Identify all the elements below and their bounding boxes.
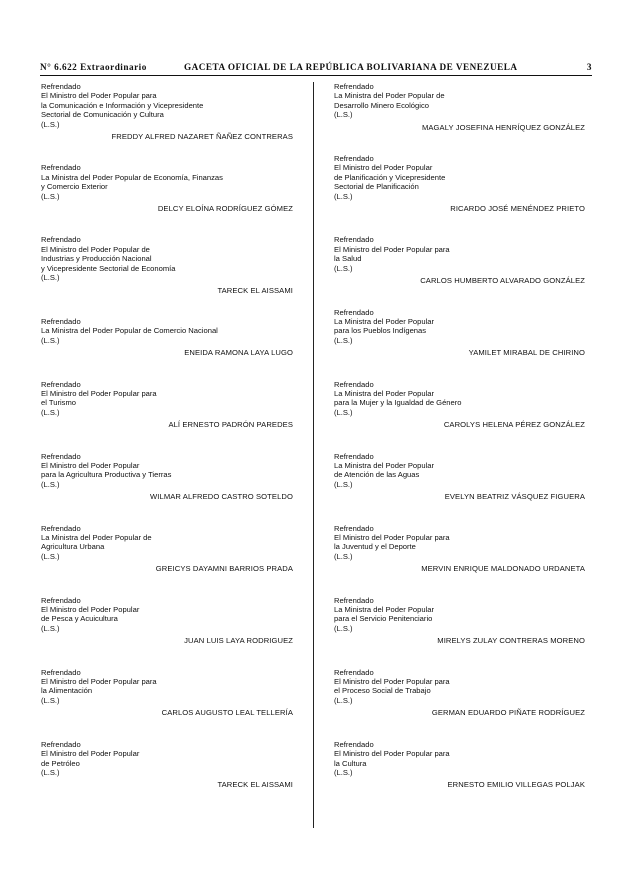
endorsement-label: Refrendado xyxy=(334,82,374,91)
ministry-title-line: Agricultura Urbana xyxy=(41,542,105,552)
ministry-title-line: La Ministra del Poder Popular xyxy=(334,316,435,326)
seal-mark: (L.S.) xyxy=(41,551,60,561)
endorsement-label: Refrendado xyxy=(334,154,374,164)
seal-mark: (L.S.) xyxy=(334,110,353,120)
seal-mark: (L.S.) xyxy=(334,479,353,489)
seal-mark: (L.S.) xyxy=(334,623,353,633)
signatory-name: CAROLYS HELENA PÉREZ GONZÁLEZ xyxy=(443,420,585,430)
signatory-name: MIRELYS ZULAY CONTRERAS MORENO xyxy=(437,636,585,646)
endorsement-label: Refrendado xyxy=(334,451,374,461)
ministry-title-line: para los Pueblos Indígenas xyxy=(334,326,427,336)
endorsement-entry xyxy=(41,596,293,646)
gazette-title: GACETA OFICIAL DE LA REPÚBLICA BOLIVARIANA DE VENEZUELA xyxy=(184,62,518,72)
ministry-title-line: El Ministro del Poder Popular para xyxy=(334,677,450,687)
endorsement-label: Refrendado xyxy=(334,379,374,389)
endorsement-entry xyxy=(334,452,585,502)
endorsement-label: Refrendado xyxy=(41,235,81,245)
right-column xyxy=(334,82,585,790)
endorsement-label: Refrendado xyxy=(41,595,81,605)
ministry-title-line: El Ministro del Poder Popular xyxy=(334,163,433,173)
endorsement-entry xyxy=(334,82,585,132)
endorsement-entry xyxy=(41,380,293,430)
signatory-name: YAMILET MIRABAL DE CHIRINO xyxy=(468,348,585,358)
issue-number: N° 6.622 Extraordinario xyxy=(40,62,147,72)
seal-mark: (L.S.) xyxy=(334,695,353,705)
endorsement-entry xyxy=(334,308,585,358)
endorsement-entry xyxy=(334,668,585,718)
ministry-title-line: de Atención de las Aguas xyxy=(334,470,420,480)
column-divider xyxy=(313,82,314,828)
ministry-title-line: El Ministro del Poder Popular para xyxy=(41,91,157,101)
ministry-title-line: El Ministro del Poder Popular de xyxy=(41,244,150,254)
seal-mark: (L.S.) xyxy=(41,767,60,777)
endorsement-entry xyxy=(334,235,585,285)
endorsement-entry xyxy=(334,596,585,646)
signatory-name: FREDDY ALFRED NAZARET ÑAÑEZ CONTRERAS xyxy=(111,132,293,142)
ministry-title-line: Industrias y Producción Nacional xyxy=(41,254,152,264)
endorsement-label: Refrendado xyxy=(41,82,81,91)
ministry-title-line: La Ministra del Poder Popular de xyxy=(41,533,152,542)
ministry-title-line: Desarrollo Minero Ecológico xyxy=(334,100,429,110)
ministry-title-line: la Alimentación xyxy=(41,686,93,696)
ministry-title-line: de Planificación y Vicepresidente xyxy=(334,172,446,182)
gazette-header xyxy=(40,60,592,74)
signatory-name: RICARDO JOSÉ MENÉNDEZ PRIETO xyxy=(450,204,585,214)
endorsement-label: Refrendado xyxy=(41,739,81,749)
signatory-name: GERMAN EDUARDO PIÑATE RODRÍGUEZ xyxy=(431,708,585,718)
ministry-title-line: Sectorial de Planificación xyxy=(334,182,419,192)
ministry-title-line: la Comunicación e Información y Vicepresidente xyxy=(41,100,204,110)
endorsement-label: Refrendado xyxy=(41,379,81,389)
signatory-name: ALÍ ERNESTO PADRÓN PAREDES xyxy=(168,420,293,430)
ministry-title-line: El Ministro del Poder Popular para xyxy=(41,388,157,398)
ministry-title-line: El Ministro del Poder Popular xyxy=(41,749,140,759)
endorsement-label: Refrendado xyxy=(41,451,81,461)
ministry-title-line: Sectorial de Comunicación y Cultura xyxy=(41,110,164,120)
signatory-name: JUAN LUIS LAYA RODRIGUEZ xyxy=(184,636,293,646)
ministry-title-line: la Juventud y el Deporte xyxy=(334,542,416,552)
endorsement-entry xyxy=(41,82,293,141)
endorsement-label: Refrendado xyxy=(334,667,374,677)
endorsement-entry xyxy=(41,740,293,790)
endorsement-label: Refrendado xyxy=(334,307,374,317)
ministry-title-line: y Vicepresidente Sectorial de Economía xyxy=(41,263,176,273)
endorsement-label: Refrendado xyxy=(41,163,81,173)
signatory-name: TARECK EL AISSAMI xyxy=(217,285,293,295)
endorsement-entry xyxy=(334,740,585,790)
signatory-name: DELCY ELOÍNA RODRÍGUEZ GÓMEZ xyxy=(157,204,293,214)
page-number: 3 xyxy=(586,62,592,72)
endorsement-entry xyxy=(41,235,293,294)
signatory-name: ENEIDA RAMONA LAYA LUGO xyxy=(184,348,293,358)
ministry-title-line: El Ministro del Poder Popular xyxy=(41,460,140,470)
ministry-title-line: La Ministra del Poder Popular xyxy=(334,388,435,398)
ministry-title-line: la Salud xyxy=(334,254,362,264)
seal-mark: (L.S.) xyxy=(334,767,353,777)
ministry-title-line: para la Mujer y la Igualdad de Género xyxy=(334,398,462,408)
signatory-name: CARLOS HUMBERTO ALVARADO GONZÁLEZ xyxy=(420,276,585,286)
endorsement-label: Refrendado xyxy=(334,523,374,533)
endorsement-entry xyxy=(41,524,293,574)
endorsement-label: Refrendado xyxy=(334,235,374,245)
seal-mark: (L.S.) xyxy=(41,479,60,489)
ministry-title-line: de Petróleo xyxy=(41,758,80,768)
signatory-name: WILMAR ALFREDO CASTRO SOTELDO xyxy=(150,492,293,502)
signatory-name: EVELYN BEATRIZ VÁSQUEZ FIGUERA xyxy=(444,492,585,502)
ministry-title-line: para el Servicio Penitenciario xyxy=(334,614,433,624)
seal-mark: (L.S.) xyxy=(334,263,353,273)
endorsement-entry xyxy=(41,668,293,718)
ministry-title-line: La Ministra del Poder Popular xyxy=(334,460,435,470)
endorsement-entry xyxy=(334,154,585,213)
ministry-title-line: El Ministro del Poder Popular para xyxy=(334,749,450,759)
ministry-title-line: La Ministra del Poder Popular de Comercio Nacional xyxy=(41,326,218,336)
ministry-title-line: y Comercio Exterior xyxy=(41,182,108,192)
signatory-name: CARLOS AUGUSTO LEAL TELLERÍA xyxy=(161,708,293,718)
endorsement-label: Refrendado xyxy=(334,739,374,749)
ministry-title-line: El Ministro del Poder Popular para xyxy=(334,533,450,542)
ministry-title-line: la Cultura xyxy=(334,758,367,768)
signatory-name: MAGALY JOSEFINA HENRÍQUEZ GONZÁLEZ xyxy=(421,122,585,132)
endorsement-label: Refrendado xyxy=(334,595,374,605)
signatory-name: TARECK EL AISSAMI xyxy=(217,780,293,790)
seal-mark: (L.S.) xyxy=(41,191,60,201)
endorsement-label: Refrendado xyxy=(41,316,81,326)
seal-mark: (L.S.) xyxy=(334,407,353,417)
endorsement-entry xyxy=(41,163,293,213)
signatory-name: MERVIN ENRIQUE MALDONADO URDANETA xyxy=(421,564,585,574)
endorsement-entry xyxy=(334,524,585,574)
seal-mark: (L.S.) xyxy=(41,695,60,705)
ministry-title-line: para la Agricultura Productiva y Tierras xyxy=(41,470,172,480)
left-column xyxy=(41,82,293,790)
header-rule xyxy=(40,75,592,76)
endorsement-label: Refrendado xyxy=(41,523,81,533)
endorsement-entry xyxy=(334,380,585,430)
seal-mark: (L.S.) xyxy=(41,623,60,633)
seal-mark: (L.S.) xyxy=(41,273,60,283)
endorsement-entry xyxy=(41,452,293,502)
seal-mark: (L.S.) xyxy=(41,407,60,417)
seal-mark: (L.S.) xyxy=(41,335,60,345)
seal-mark: (L.S.) xyxy=(334,551,353,561)
seal-mark: (L.S.) xyxy=(41,119,60,129)
ministry-title-line: El Ministro del Poder Popular para xyxy=(334,244,450,254)
ministry-title-line: de Pesca y Acuicultura xyxy=(41,614,118,624)
ministry-title-line: La Ministra del Poder Popular xyxy=(334,605,435,615)
ministry-title-line: el Turismo xyxy=(41,398,77,408)
signatory-name: GREICYS DAYAMNI BARRIOS PRADA xyxy=(155,564,293,574)
signatory-name: ERNESTO EMILIO VILLEGAS POLJAK xyxy=(447,780,585,790)
endorsement-entry xyxy=(41,317,293,358)
ministry-title-line: el Proceso Social de Trabajo xyxy=(334,686,431,696)
seal-mark: (L.S.) xyxy=(334,191,353,201)
ministry-title-line: El Ministro del Poder Popular xyxy=(41,605,140,615)
ministry-title-line: La Ministra del Poder Popular de Economía, Finanzas xyxy=(41,172,223,182)
ministry-title-line: La Ministra del Poder Popular de xyxy=(334,91,445,101)
endorsement-label: Refrendado xyxy=(41,667,81,677)
seal-mark: (L.S.) xyxy=(334,335,353,345)
ministry-title-line: El Ministro del Poder Popular para xyxy=(41,677,157,687)
